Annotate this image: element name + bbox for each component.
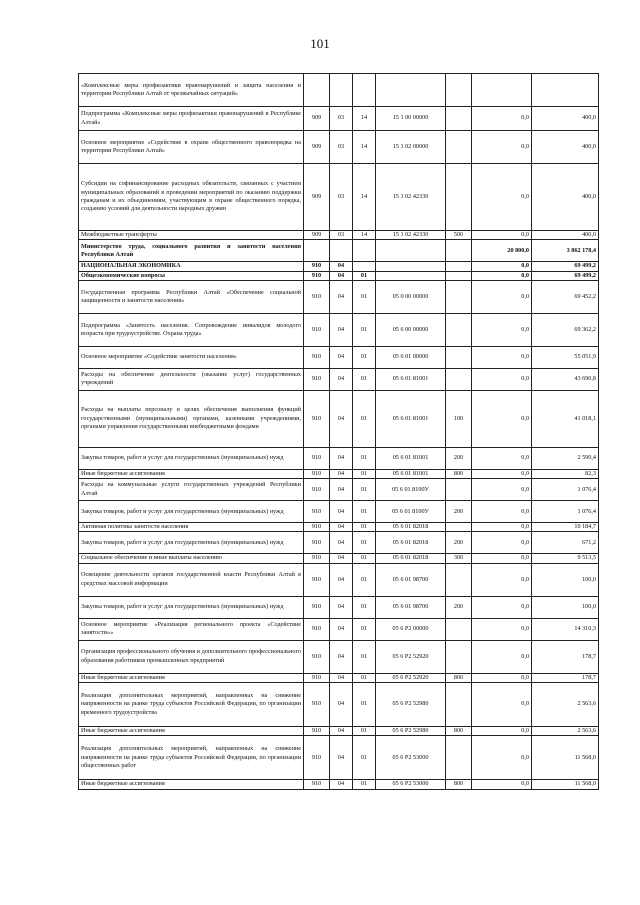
expense-type-cell (446, 640, 472, 673)
amount-change-cell: 0,0 (472, 346, 532, 368)
row-name-cell: Основное мероприятие «Содействие в охране общественного правопорядка на территории Республики Алтай» (79, 131, 304, 164)
expense-type-cell (446, 164, 472, 231)
table-row (79, 673, 599, 682)
row-name-cell: Подпрограмма «Комплексные меры профилактики правонарушений в Республике Алтай» (79, 107, 304, 131)
subsection-code-cell: 01 (353, 673, 376, 682)
table-row (79, 780, 599, 789)
target-article-cell: 05 6 01 82018 (376, 554, 446, 563)
section-code-cell: 04 (330, 368, 353, 390)
ministry-code-cell: 909 (304, 164, 330, 231)
amount-total-cell: 69 499,2 (532, 271, 599, 280)
subsection-code-cell (353, 240, 376, 262)
subsection-code-cell: 01 (353, 368, 376, 390)
ministry-code-cell: 909 (304, 131, 330, 164)
amount-total-cell: 400,0 (532, 107, 599, 131)
row-name-cell: Общеэкономические вопросы (79, 271, 304, 280)
section-code-cell (330, 240, 353, 262)
ministry-code-cell: 910 (304, 673, 330, 682)
ministry-code-cell: 910 (304, 563, 330, 596)
target-article-cell: 05 6 00 00000 (376, 313, 446, 346)
ministry-code-cell: 910 (304, 596, 330, 618)
subsection-code-cell: 01 (353, 640, 376, 673)
subsection-code-cell: 01 (353, 563, 376, 596)
expense-type-cell: 200 (446, 596, 472, 618)
table-body (79, 74, 599, 790)
ministry-code-cell: 910 (304, 736, 330, 780)
ministry-code-cell: 910 (304, 479, 330, 501)
amount-change-cell: 0,0 (472, 618, 532, 640)
target-article-cell (376, 262, 446, 271)
amount-change-cell: 0,0 (472, 280, 532, 313)
target-article-cell: 05 6 01 81001 (376, 447, 446, 469)
subsection-code-cell: 14 (353, 231, 376, 240)
expense-type-cell: 200 (446, 501, 472, 523)
amount-total-cell: 43 690,8 (532, 368, 599, 390)
amount-total-cell: 178,7 (532, 673, 599, 682)
table-row (79, 368, 599, 390)
amount-change-cell: 0,0 (472, 727, 532, 736)
subsection-code-cell: 01 (353, 523, 376, 532)
amount-change-cell: 0,0 (472, 563, 532, 596)
subsection-code-cell: 01 (353, 683, 376, 727)
ministry-code-cell: 909 (304, 231, 330, 240)
amount-total-cell: 55 051,9 (532, 346, 599, 368)
row-name-cell: «Комплексные меры профилактики правонарушений и защита населения и территории Республики Алтай от чрезвычайных ситуаций» (79, 74, 304, 107)
target-article-cell: 15 1 02 42330 (376, 231, 446, 240)
table-row (79, 131, 599, 164)
row-name-cell: Субсидии на софинансирование расходных обязательств, связанных с участием муниципальных образований в проведении мероприятий по оказанию поддержки гражданам и их объединениям, участвующим в охране общественного порядка, созданию условий для деятельности народных дружин (79, 164, 304, 231)
amount-change-cell: 0,0 (472, 131, 532, 164)
amount-total-cell: 1 076,4 (532, 479, 599, 501)
ministry-code-cell: 910 (304, 469, 330, 478)
ministry-code-cell: 910 (304, 313, 330, 346)
row-name-cell: Организация профессионального обучения и дополнительного профессионального образования работников промышленных предприятий (79, 640, 304, 673)
expense-type-cell: 800 (446, 727, 472, 736)
section-code-cell: 04 (330, 469, 353, 478)
target-article-cell: 05 6 P2 53000 (376, 780, 446, 789)
target-article-cell (376, 240, 446, 262)
amount-total-cell: 400,0 (532, 131, 599, 164)
table-row (79, 164, 599, 231)
row-name-cell: Реализация дополнительных мероприятий, направленных на снижение напряженности на рынке труда субъектов Российской Федерации, по организации общественных работ (79, 736, 304, 780)
amount-change-cell: 0,0 (472, 107, 532, 131)
subsection-code-cell: 01 (353, 554, 376, 563)
amount-total-cell: 1 076,4 (532, 501, 599, 523)
target-article-cell: 05 6 P2 53000 (376, 736, 446, 780)
amount-change-cell: 0,0 (472, 532, 532, 554)
ministry-code-cell: 910 (304, 523, 330, 532)
row-name-cell: Закупка товаров, работ и услуг для государственных (муниципальных) нужд (79, 447, 304, 469)
amount-change-cell: 0,0 (472, 683, 532, 727)
row-name-cell: Иные бюджетные ассигнования (79, 673, 304, 682)
section-code-cell: 04 (330, 280, 353, 313)
table-row (79, 563, 599, 596)
subsection-code-cell: 01 (353, 532, 376, 554)
section-code-cell: 04 (330, 479, 353, 501)
subsection-code-cell: 01 (353, 727, 376, 736)
amount-total-cell: 69 362,2 (532, 313, 599, 346)
subsection-code-cell: 01 (353, 596, 376, 618)
target-article-cell: 05 6 P2 52980 (376, 683, 446, 727)
amount-total-cell: 14 310,3 (532, 618, 599, 640)
section-code-cell: 04 (330, 346, 353, 368)
expense-type-cell (446, 346, 472, 368)
table-row (79, 280, 599, 313)
ministry-code-cell: 910 (304, 280, 330, 313)
table-row (79, 231, 599, 240)
expense-type-cell (446, 271, 472, 280)
row-name-cell: Подпрограмма «Занятость населения. Сопровождение инвалидов молодого возраста при трудоустройстве. Охрана труда» (79, 313, 304, 346)
amount-change-cell: 0,0 (472, 780, 532, 789)
expense-type-cell: 800 (446, 673, 472, 682)
row-name-cell: Межбюджетные трансферты (79, 231, 304, 240)
row-name-cell: Расходы на выплаты персоналу в целях обеспечения выполнения функций государственными (муниципальными) органами, казенными учреждениями, органами управления государственными внебюджетными фондами (79, 390, 304, 447)
ministry-code-cell: 910 (304, 618, 330, 640)
subsection-code-cell (353, 262, 376, 271)
row-name-cell: Закупка товаров, работ и услуг для государственных (муниципальных) нужд (79, 596, 304, 618)
ministry-code-cell: 910 (304, 390, 330, 447)
amount-change-cell: 0,0 (472, 164, 532, 231)
ministry-code-cell: 910 (304, 532, 330, 554)
target-article-cell (376, 74, 446, 107)
table-row (79, 596, 599, 618)
row-name-cell: Расходы на коммунальные услуги государственных учреждений Республики Алтай (79, 479, 304, 501)
section-code-cell: 04 (330, 596, 353, 618)
amount-total-cell: 400,0 (532, 164, 599, 231)
amount-total-cell: 400,0 (532, 231, 599, 240)
section-code-cell: 04 (330, 780, 353, 789)
subsection-code-cell: 01 (353, 780, 376, 789)
section-code-cell (330, 74, 353, 107)
table-row (79, 727, 599, 736)
subsection-code-cell: 01 (353, 280, 376, 313)
target-article-cell: 15 1 00 00000 (376, 107, 446, 131)
target-article-cell: 05 6 01 8100У (376, 501, 446, 523)
target-article-cell: 05 6 P2 52980 (376, 727, 446, 736)
amount-change-cell: 20 800,0 (472, 240, 532, 262)
expense-type-cell (446, 368, 472, 390)
expense-type-cell (446, 618, 472, 640)
subsection-code-cell: 01 (353, 346, 376, 368)
ministry-code-cell: 909 (304, 107, 330, 131)
table-row (79, 346, 599, 368)
expense-type-cell: 100 (446, 390, 472, 447)
expense-type-cell (446, 563, 472, 596)
row-name-cell: Основное мероприятие «Содействие занятости населения» (79, 346, 304, 368)
subsection-code-cell: 14 (353, 107, 376, 131)
table-row (79, 618, 599, 640)
table-row (79, 390, 599, 447)
section-code-cell: 04 (330, 554, 353, 563)
amount-total-cell: 69 452,2 (532, 280, 599, 313)
row-name-cell: Расходы на обеспечение деятельности (оказание услуг) государственных учреждений (79, 368, 304, 390)
subsection-code-cell: 01 (353, 447, 376, 469)
amount-total-cell: 100,0 (532, 563, 599, 596)
amount-total-cell: 2 590,4 (532, 447, 599, 469)
table-row (79, 523, 599, 532)
target-article-cell: 05 6 01 8100У (376, 479, 446, 501)
section-code-cell: 04 (330, 727, 353, 736)
amount-total-cell: 11 568,0 (532, 780, 599, 789)
expense-type-cell: 800 (446, 780, 472, 789)
table-row (79, 313, 599, 346)
section-code-cell: 04 (330, 532, 353, 554)
ministry-code-cell: 910 (304, 271, 330, 280)
section-code-cell: 04 (330, 313, 353, 346)
subsection-code-cell: 01 (353, 271, 376, 280)
subsection-code-cell: 14 (353, 164, 376, 231)
expense-type-cell (446, 107, 472, 131)
amount-change-cell: 0,0 (472, 673, 532, 682)
expense-type-cell (446, 131, 472, 164)
amount-change-cell: 0,0 (472, 736, 532, 780)
target-article-cell: 05 6 01 98700 (376, 563, 446, 596)
expense-type-cell (446, 683, 472, 727)
ministry-code-cell: 910 (304, 554, 330, 563)
target-article-cell: 05 6 01 81001 (376, 390, 446, 447)
subsection-code-cell: 14 (353, 131, 376, 164)
row-name-cell: Иные бюджетные ассигнования (79, 727, 304, 736)
expense-type-cell (446, 280, 472, 313)
row-name-cell: Министерство труда, социального развития и занятости населения Республики Алтай (79, 240, 304, 262)
target-article-cell: 05 6 P2 52920 (376, 640, 446, 673)
section-code-cell: 03 (330, 107, 353, 131)
section-code-cell: 04 (330, 618, 353, 640)
table-row (79, 447, 599, 469)
target-article-cell: 05 0 00 00000 (376, 280, 446, 313)
section-code-cell: 04 (330, 736, 353, 780)
table-row (79, 736, 599, 780)
expense-type-cell (446, 74, 472, 107)
section-code-cell: 03 (330, 164, 353, 231)
ministry-code-cell: 910 (304, 683, 330, 727)
section-code-cell: 04 (330, 390, 353, 447)
amount-change-cell: 0,0 (472, 596, 532, 618)
amount-total-cell: 82,3 (532, 469, 599, 478)
expense-type-cell: 500 (446, 231, 472, 240)
expense-type-cell (446, 240, 472, 262)
amount-total-cell: 178,7 (532, 640, 599, 673)
amount-change-cell: 0,0 (472, 271, 532, 280)
amount-total-cell: 10 184,7 (532, 523, 599, 532)
target-article-cell: 15 1 02 00000 (376, 131, 446, 164)
section-code-cell: 04 (330, 683, 353, 727)
section-code-cell: 04 (330, 262, 353, 271)
ministry-code-cell: 910 (304, 640, 330, 673)
expense-type-cell (446, 313, 472, 346)
row-name-cell: Освещение деятельности органов государственной власти Республики Алтай в средствах массовой информации (79, 563, 304, 596)
subsection-code-cell: 01 (353, 313, 376, 346)
subsection-code-cell: 01 (353, 501, 376, 523)
amount-change-cell: 0,0 (472, 313, 532, 346)
row-name-cell: Закупка товаров, работ и услуг для государственных (муниципальных) нужд (79, 532, 304, 554)
amount-total-cell: 3 862 178,4 (532, 240, 599, 262)
amount-total-cell: 2 563,6 (532, 683, 599, 727)
amount-total-cell: 671,2 (532, 532, 599, 554)
section-code-cell: 04 (330, 271, 353, 280)
ministry-code-cell (304, 74, 330, 107)
expense-type-cell (446, 479, 472, 501)
amount-change-cell: 0,0 (472, 469, 532, 478)
amount-change-cell: 0,0 (472, 479, 532, 501)
subsection-code-cell: 01 (353, 736, 376, 780)
page-number: 101 (310, 36, 330, 51)
table-row (79, 640, 599, 673)
amount-total-cell: 2 563,6 (532, 727, 599, 736)
table-row (79, 262, 599, 271)
row-name-cell: Активная политика занятости населения (79, 523, 304, 532)
table-row (79, 107, 599, 131)
table-row (79, 74, 599, 107)
section-code-cell: 03 (330, 131, 353, 164)
subsection-code-cell: 01 (353, 390, 376, 447)
row-name-cell: Государственная программа Республики Алтай «Обеспечение социальной защищенности и занятости населения» (79, 280, 304, 313)
expense-type-cell: 300 (446, 554, 472, 563)
subsection-code-cell (353, 74, 376, 107)
target-article-cell: 05 6 01 81001 (376, 368, 446, 390)
expense-type-cell: 800 (446, 469, 472, 478)
ministry-code-cell: 910 (304, 727, 330, 736)
table-row (79, 554, 599, 563)
amount-total-cell: 69 499,2 (532, 262, 599, 271)
section-code-cell: 04 (330, 640, 353, 673)
ministry-code-cell: 910 (304, 501, 330, 523)
amount-change-cell (472, 74, 532, 107)
ministry-code-cell: 910 (304, 447, 330, 469)
amount-change-cell: 0,0 (472, 640, 532, 673)
target-article-cell: 05 6 01 00000 (376, 346, 446, 368)
row-name-cell: Иные бюджетные ассигнования (79, 780, 304, 789)
ministry-code-cell: 910 (304, 368, 330, 390)
expense-type-cell (446, 736, 472, 780)
table-row (79, 469, 599, 478)
subsection-code-cell: 01 (353, 479, 376, 501)
table-row (79, 271, 599, 280)
target-article-cell (376, 271, 446, 280)
row-name-cell: Закупка товаров, работ и услуг для государственных (муниципальных) нужд (79, 501, 304, 523)
subsection-code-cell: 01 (353, 618, 376, 640)
target-article-cell: 05 6 P2 00000 (376, 618, 446, 640)
section-code-cell: 04 (330, 673, 353, 682)
amount-change-cell: 0,0 (472, 231, 532, 240)
subsection-code-cell: 01 (353, 469, 376, 478)
amount-change-cell: 0,0 (472, 523, 532, 532)
amount-change-cell: 0,0 (472, 554, 532, 563)
section-code-cell: 04 (330, 447, 353, 469)
section-code-cell: 04 (330, 563, 353, 596)
amount-change-cell: 0,0 (472, 368, 532, 390)
section-code-cell: 04 (330, 501, 353, 523)
target-article-cell: 15 1 02 42330 (376, 164, 446, 231)
row-name-cell: Иные бюджетные ассигнования (79, 469, 304, 478)
amount-change-cell: 0,0 (472, 390, 532, 447)
section-code-cell: 03 (330, 231, 353, 240)
target-article-cell: 05 6 01 82018 (376, 532, 446, 554)
expense-type-cell: 200 (446, 532, 472, 554)
ministry-code-cell: 910 (304, 346, 330, 368)
amount-change-cell: 0,0 (472, 262, 532, 271)
target-article-cell: 05 6 01 82018 (376, 523, 446, 532)
table-row (79, 240, 599, 262)
expense-type-cell (446, 523, 472, 532)
amount-total-cell: 41 018,1 (532, 390, 599, 447)
amount-total-cell: 11 568,0 (532, 736, 599, 780)
amount-total-cell (532, 74, 599, 107)
section-code-cell: 04 (330, 523, 353, 532)
amount-change-cell: 0,0 (472, 501, 532, 523)
table-row (79, 683, 599, 727)
target-article-cell: 05 6 P2 52920 (376, 673, 446, 682)
row-name-cell: Основное мероприятие «Реализация регионального проекта «Содействие занятости»» (79, 618, 304, 640)
ministry-code-cell: 910 (304, 262, 330, 271)
row-name-cell: Реализация дополнительных мероприятий, направленных на снижение напряженности на рынке труда субъектов Российской Федерации, по организации временного трудоустройства (79, 683, 304, 727)
table-row (79, 479, 599, 501)
expense-type-cell (446, 262, 472, 271)
target-article-cell: 05 6 01 81001 (376, 469, 446, 478)
target-article-cell: 05 6 01 98700 (376, 596, 446, 618)
ministry-code-cell: 910 (304, 780, 330, 789)
amount-total-cell: 100,0 (532, 596, 599, 618)
budget-table (78, 73, 599, 790)
table-row (79, 532, 599, 554)
amount-change-cell: 0,0 (472, 447, 532, 469)
table-row (79, 501, 599, 523)
amount-total-cell: 9 513,5 (532, 554, 599, 563)
row-name-cell: НАЦИОНАЛЬНАЯ ЭКОНОМИКА (79, 262, 304, 271)
ministry-code-cell (304, 240, 330, 262)
row-name-cell: Социальное обеспечение и иные выплаты населению (79, 554, 304, 563)
expense-type-cell: 200 (446, 447, 472, 469)
